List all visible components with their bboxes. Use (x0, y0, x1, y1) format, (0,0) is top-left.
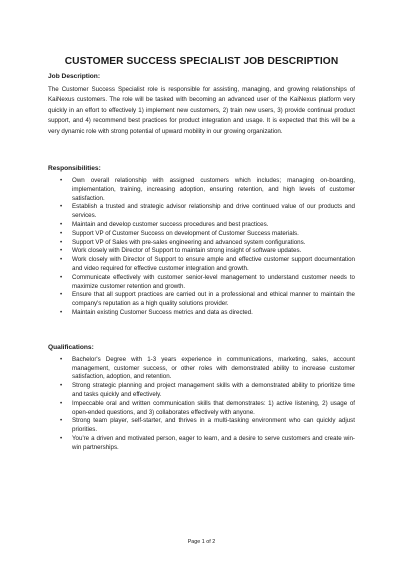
list-item-text: Work closely with Director of Support to ensure ample and effective customer support documentation and video required for effective customer integration and growth. (72, 256, 355, 272)
list-item (60, 435, 355, 453)
responsibilities-heading: Responsibilities: (48, 165, 101, 173)
list-item-text: Establish a trusted and strategic advisor relationship and drive continued value of our products and services. (72, 203, 355, 220)
list-item-text: Support VP of Sales with pre-sales engineering and advanced system configurations. (72, 238, 306, 246)
list-item (60, 291, 355, 309)
list-item-text: Impeccable oral and written communication skills that demonstrates: 1) active listening, 2) usage of open-ended questions, and 3) collaborates effectively with anyone. (72, 399, 355, 416)
list-item (60, 247, 355, 256)
bullet-icon: • (60, 308, 63, 316)
bullet-icon: • (60, 291, 63, 299)
list-item (60, 203, 355, 221)
bullet-icon: • (60, 203, 63, 211)
list-item-text: Support VP of Customer Success on development of Customer Success materials. (72, 229, 299, 237)
list-item-text: Ensure that all support practices are carried out in a professional and ethical manner to maintain the company's reputation as a high quality solutions provider. (72, 291, 355, 308)
qualifications-list (48, 356, 355, 453)
bullet-icon: • (60, 382, 63, 390)
bullet-icon: • (60, 256, 63, 264)
list-item-text: Communicate effectively with customer senior-level management to understand customer needs to maximize customer retention and growth. (72, 273, 355, 290)
list-item (60, 356, 355, 382)
bullet-icon: • (60, 247, 63, 255)
responsibilities-list (48, 177, 355, 318)
bullet-icon: • (60, 229, 63, 237)
list-item (60, 177, 355, 203)
list-item (60, 309, 355, 318)
bullet-icon: • (60, 399, 63, 407)
bullet-icon: • (60, 417, 63, 425)
list-item (60, 417, 355, 435)
document-title: CUSTOMER SUCCESS SPECIALIST JOB DESCRIPTION (64, 56, 339, 67)
job-description-text: The Customer Success Specialist role is responsible for assisting, managing, and growing relationships of KaiNexus customers. The role will be tasked with becoming an advanced user of the KaiNexus platform very quickly in an effort to effectively 1) implement new customers, 2) train new users, 3) provide continual product support, and 4) recommend best practices for product integration and usage. It is expected that this will be a very dynamic role with strong potential of upward mobility in our growing organization. (48, 86, 355, 135)
job-description-heading: Job Description: (48, 73, 101, 80)
qualifications-heading: Qualifications: (48, 343, 94, 351)
list-item-text: Work closely with Director of Support to maintain strong insight of software updates. (72, 247, 302, 255)
list-item (60, 382, 355, 400)
list-item-text: You're a driven and motivated person, eager to learn, and a desire to serve customers and create win-win partnerships. (72, 434, 355, 451)
bullet-icon: • (60, 177, 63, 185)
list-item-text: Strong strategic planning and project management skills with a demonstrated ability to prioritize time and tasks quickly and effectively. (72, 382, 355, 398)
list-item-text: Maintain existing Customer Success metrics and data as directed. (72, 308, 253, 316)
bullet-icon: • (60, 221, 63, 229)
list-item (60, 256, 355, 274)
list-item (60, 239, 355, 248)
bullet-icon: • (60, 273, 63, 281)
bullet-icon: • (60, 355, 63, 363)
list-item-text: Strong team player, self-starter, and thrives in a multi-tasking environment who can quickly adjust priorities. (72, 417, 355, 434)
list-item (60, 221, 355, 230)
bullet-icon: • (60, 434, 63, 442)
list-item-text: Maintain and develop customer success procedures and best practices. (72, 221, 269, 229)
bullet-icon: • (60, 238, 63, 246)
list-item (60, 274, 355, 292)
list-item (60, 230, 355, 239)
list-item-text: Bachelor's Degree with 1-3 years experience in communications, marketing, sales, account management, customer success, or other roles with demonstrated ability to increase customer satisfaction, adoption, and retention. (72, 355, 355, 381)
page-number: Page 1 of 2 (187, 539, 216, 545)
list-item-text: Own overall relationship with assigned customers which includes; managing on-boarding, implementation, training, increasing adoption, ensuring retention, and high levels of customer satisfaction. (72, 177, 355, 202)
list-item (60, 400, 355, 418)
